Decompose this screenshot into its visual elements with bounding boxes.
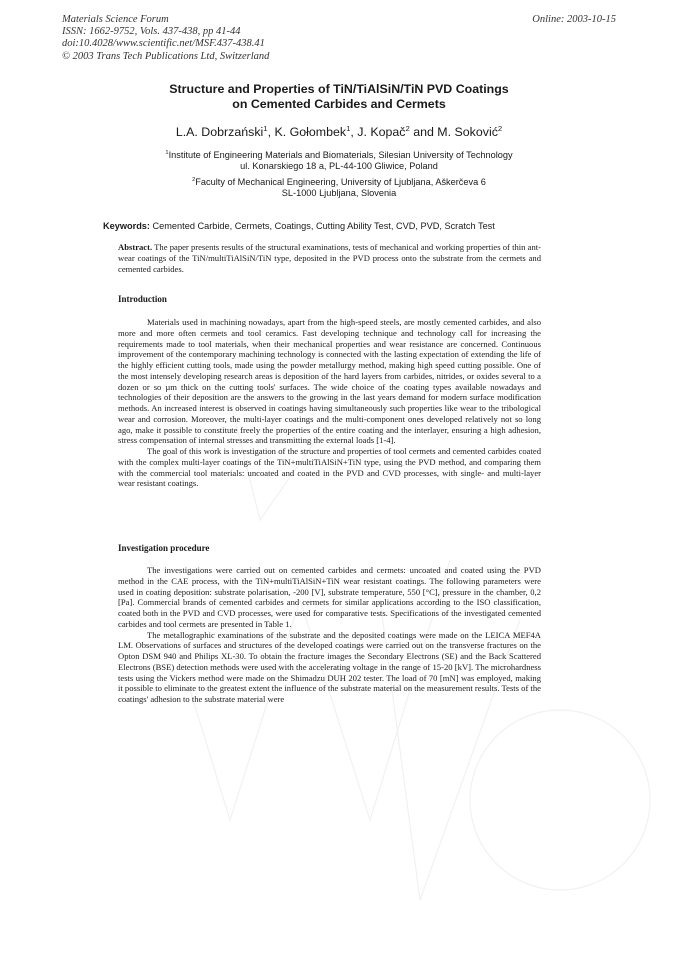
keywords-label: Keywords: <box>103 221 150 231</box>
author-1-affil-mark: 1 <box>263 123 268 133</box>
author-1: L.A. Dobrzański <box>175 125 264 139</box>
keywords-text: Cemented Carbide, Cermets, Coatings, Cutting Ability Test, CVD, PVD, Scratch Test <box>149 221 495 231</box>
author-3-affil-mark: 2 <box>405 123 410 133</box>
title-line-2: on Cemented Carbides and Cermets <box>232 96 446 111</box>
author-2: , K. Gołombek <box>267 125 347 139</box>
affiliation-1 <box>0 150 678 172</box>
journal-name: Materials Science Forum <box>62 14 169 25</box>
author-4: and M. Soković <box>409 125 498 139</box>
investigation-paragraph-2: The metallographic examinations of the substrate and the deposited coatings were made on the LEICA MEF4A LM. Observations of surfaces and structures of the developed coatings were carried out on the transverse fractures on the Opton DSM 940 and Philips XL-30. To obtain the fracture images the Secondary Electrons (SE) and the Back Scattered Electrons (BSE) detection methods were used with the accelerating voltage in the range of 15-20 [kV]. The microhardness tests using the Vickers method were made on the Shimadzu DUH 202 tester. The load of 70 [mN] was employed, making it possible to eliminate to the greatest extent the influence of the substrate material on the measurement results. Tests of the coatings' adhesion to the substrate material were <box>118 629 541 704</box>
affiliation-2-line-1: Faculty of Mechanical Engineering, University of Ljubljana, Aškerčeva 6 <box>195 177 486 187</box>
author-3: , J. Kopač <box>350 125 406 139</box>
affiliation-1-line-2: ul. Konarskiego 18 a, PL-44-100 Gliwice, Poland <box>240 161 438 171</box>
keywords <box>103 221 495 231</box>
author-4-affil-mark: 2 <box>497 123 503 133</box>
issn-line: ISSN: 1662-9752, Vols. 437-438, pp 41-44 <box>62 26 241 38</box>
author-2-affil-mark: 1 <box>346 123 351 133</box>
author-list <box>0 125 678 139</box>
abstract-text: The paper presents results of the structural examinations, tests of mechanical and working properties of thin ant-wear coatings of the TiN/multiTiAlSiN/TiN type, deposited in the PVD process onto the substrate from the cermets and cemented carbides. <box>118 242 541 274</box>
introduction-paragraph-2: The goal of this work is investigation of the structure and properties of tool cermets and cemented carbides coated with the complex multi-layer coatings of the TiN+multiTiAlSiN+TiN type, using the PVD method, and comparing them with the commercial tool materials: uncoated and coated in the PVD and CVD processes, with single- and multi-layer wear resistant coatings. <box>118 446 541 489</box>
copyright-line: © 2003 Trans Tech Publications Ltd, Switzerland <box>62 50 270 62</box>
affiliation-2-mark: 2 <box>192 176 196 183</box>
paper-title <box>0 82 678 111</box>
section-heading-investigation: Investigation procedure <box>118 543 210 553</box>
affiliation-2 <box>0 177 678 199</box>
title-line-1: Structure and Properties of TiN/TiAlSiN/TiN PVD Coatings <box>169 82 509 96</box>
section-heading-introduction: Introduction <box>118 294 167 304</box>
investigation-paragraph-1: The investigations were carried out on cemented carbides and cermets: uncoated and coated using the PVD method in the CAE process, with the TiN+multiTiAlSiN+TiN wear resistant coatings. The following parameters were used in coating deposition: substrate polarisation, -200 [V], substrate temperature, 550 [°C], pressure in the chamber, 0,2 [Pa]. Commercial brands of cemented carbides and cermets for similar applications according to the ISO classification, coated both in the PVD and CVD processes, were used for comparative tests. Specifications of the investigated cemented carbides and tool cermets are presented in Table 1. <box>118 565 541 629</box>
investigation-body <box>118 565 541 705</box>
affiliation-2-line-2: SL-1000 Ljubljana, Slovenia <box>281 188 397 198</box>
doi-line[interactable]: doi:10.4028/www.scientific.net/MSF.437-438.41 <box>62 38 265 50</box>
affiliation-1-mark: 1 <box>165 149 169 156</box>
online-date: Online: 2003-10-15 <box>532 14 616 25</box>
journal-header <box>62 14 269 63</box>
affiliation-1-line-1: Institute of Engineering Materials and Biomaterials, Silesian University of Technology <box>168 150 513 160</box>
introduction-paragraph-1: Materials used in machining nowadays, apart from the high-speed steels, are mostly cemented carbides, and also more and more often cermets and tool ceramics. Fast developing technique and technology call for increasing the requirements made to tool materials, when their mechanical properties and wear resistance are concerned. Continuous improvement of the contemporary machining technology is connected with the lasting expectation of extending the life of the highly efficient cutting tools, made using the powder metallurgy method, making high speed cutting possible. One of the most intensely developing research areas is deposition of the hard layers from carbides, nitrides, or oxides several to a dozen or so µm thick on the cutting tools' surfaces. The wide choice of the coating types available nowadays and technologies of their deposition are the answers to the growing in the last years demand for modern surface modification methods. An increased interest is observed in coatings having simultaneously such properties like wear to the tribological wear and corrosion. Moreover, the multi-layer coatings and the multi-component ones developed relatively not so long ago, make it possible to constitute freely the properties of the entire coating and the interlayer, ensuring a high adhesion, stress compensation of internal stresses and transmitting the external loads [1-4]. <box>118 317 541 446</box>
abstract <box>118 242 541 274</box>
introduction-body <box>118 317 541 489</box>
abstract-label: Abstract. <box>118 242 153 252</box>
